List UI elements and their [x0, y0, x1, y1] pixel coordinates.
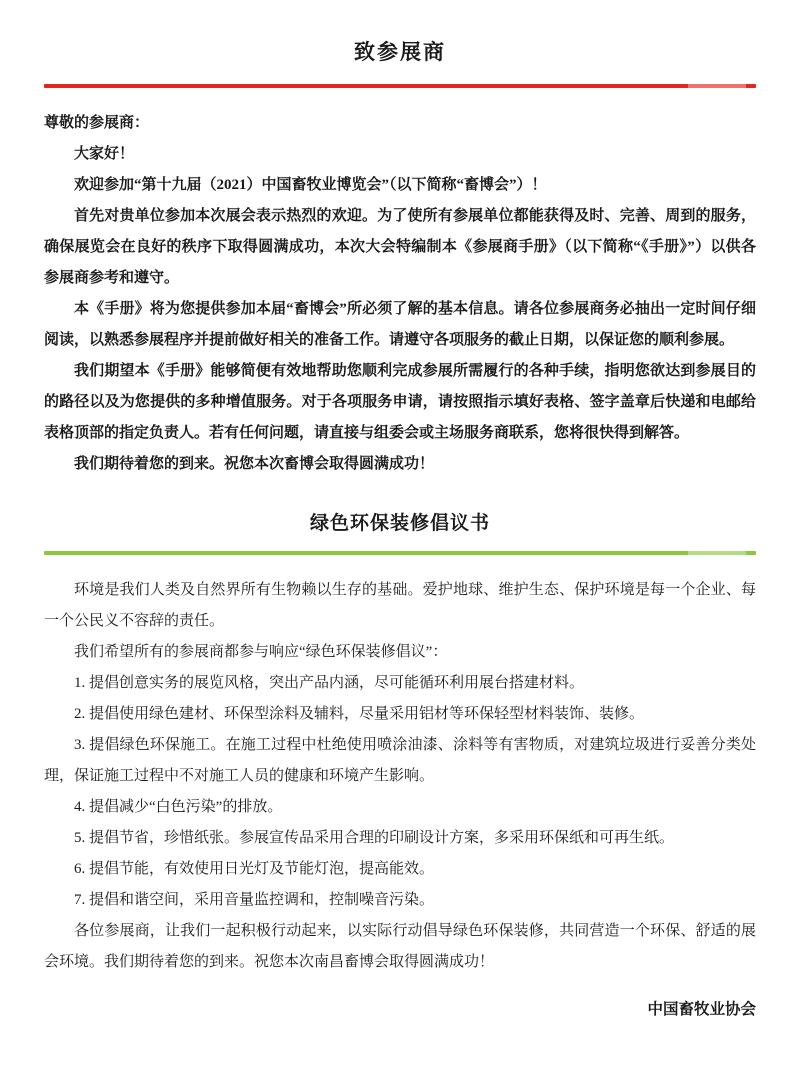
letter-salutation: 尊敬的参展商： [44, 115, 150, 131]
initiative-item: 2. 提倡使用绿色建材、环保型涂料及辅料，尽量采用铝材等环保轻型材料装饰、装修。 [74, 706, 645, 722]
initiative-paragraph: 我们希望所有的参展商都参与响应“绿色环保装修倡议”： [74, 644, 448, 660]
initiative-item: 4. 提倡减少“白色污染”的排放。 [74, 799, 283, 815]
letter-paragraph: 大家好！ [74, 146, 135, 162]
initiative-section [44, 508, 756, 1025]
letter-paragraph: 欢迎参加“第十九届（2021）中国畜牧业博览会”（以下简称“畜博会”）！ [74, 177, 547, 193]
initiative-item: 1. 提倡创意实务的展览风格，突出产品内涵，尽可能循环利用展台搭建材料。 [74, 675, 585, 691]
initiative-title: 绿色环保装修倡议书 [309, 513, 490, 534]
letter-title: 致参展商 [354, 40, 446, 64]
letter-section [44, 36, 756, 480]
initiative-closing: 各位参展商，让我们一起积极行动起来，以实际行动倡导绿色环保装修，共同营造一个环保、舒适的展会环境。我们期待着您的到来。祝您本次南昌畜博会取得圆满成功！ [44, 923, 756, 970]
red-divider-rule [44, 84, 756, 88]
initiative-item: 5. 提倡节省，珍惜纸张。参展宣传品采用合理的印刷设计方案，多采用环保纸和可再生纸。 [74, 830, 675, 846]
initiative-item: 7. 提倡和谐空间，采用音量监控调和，控制噪音污染。 [74, 892, 435, 908]
green-divider-rule [44, 551, 756, 555]
signature: 中国畜牧业协会 [647, 1001, 756, 1018]
letter-paragraph: 我们期待着您的到来。祝您本次畜博会取得圆满成功！ [74, 456, 435, 472]
initiative-item: 6. 提倡节能，有效使用日光灯及节能灯泡，提高能效。 [74, 861, 435, 877]
initiative-paragraph: 环境是我们人类及自然界所有生物赖以生存的基础。爱护地球、维护生态、保护环境是每一个企业、每一个公民义不容辞的责任。 [44, 582, 756, 629]
letter-paragraph: 我们期望本《手册》能够简便有效地帮助您顺利完成参展所需履行的各种手续，指明您欲达到参展目的的路径以及为您提供的多种增值服务。对于各项服务申请，请按照指示填好表格、签字盖章后快递和电邮给表格顶部的指定负责人。若有任何问题，请直接与组委会或主场服务商联系，您将很快得到解答。 [44, 363, 756, 441]
letter-paragraph: 本《手册》将为您提供参加本届“畜博会”所必须了解的基本信息。请各位参展商务必抽出一定时间仔细阅读，以熟悉参展程序并提前做好相关的准备工作。请遵守各项服务的截止日期，以保证您的顺利参展。 [44, 301, 756, 348]
letter-paragraph: 首先对贵单位参加本次展会表示热烈的欢迎。为了使所有参展单位都能获得及时、完善、周到的服务，确保展览会在良好的秩序下取得圆满成功，本次大会特编制本《参展商手册》（以下简称“《手册》”）以供各参展商参考和遵守。 [44, 208, 756, 286]
initiative-paragraphs [44, 575, 756, 668]
initiative-items [44, 668, 756, 916]
initiative-item: 3. 提倡绿色环保施工。在施工过程中杜绝使用喷涂油漆、涂料等有害物质，对建筑垃圾进行妥善分类处理，保证施工过程中不对施工人员的健康和环境产生影响。 [44, 737, 756, 784]
letter-paragraphs [44, 139, 756, 480]
